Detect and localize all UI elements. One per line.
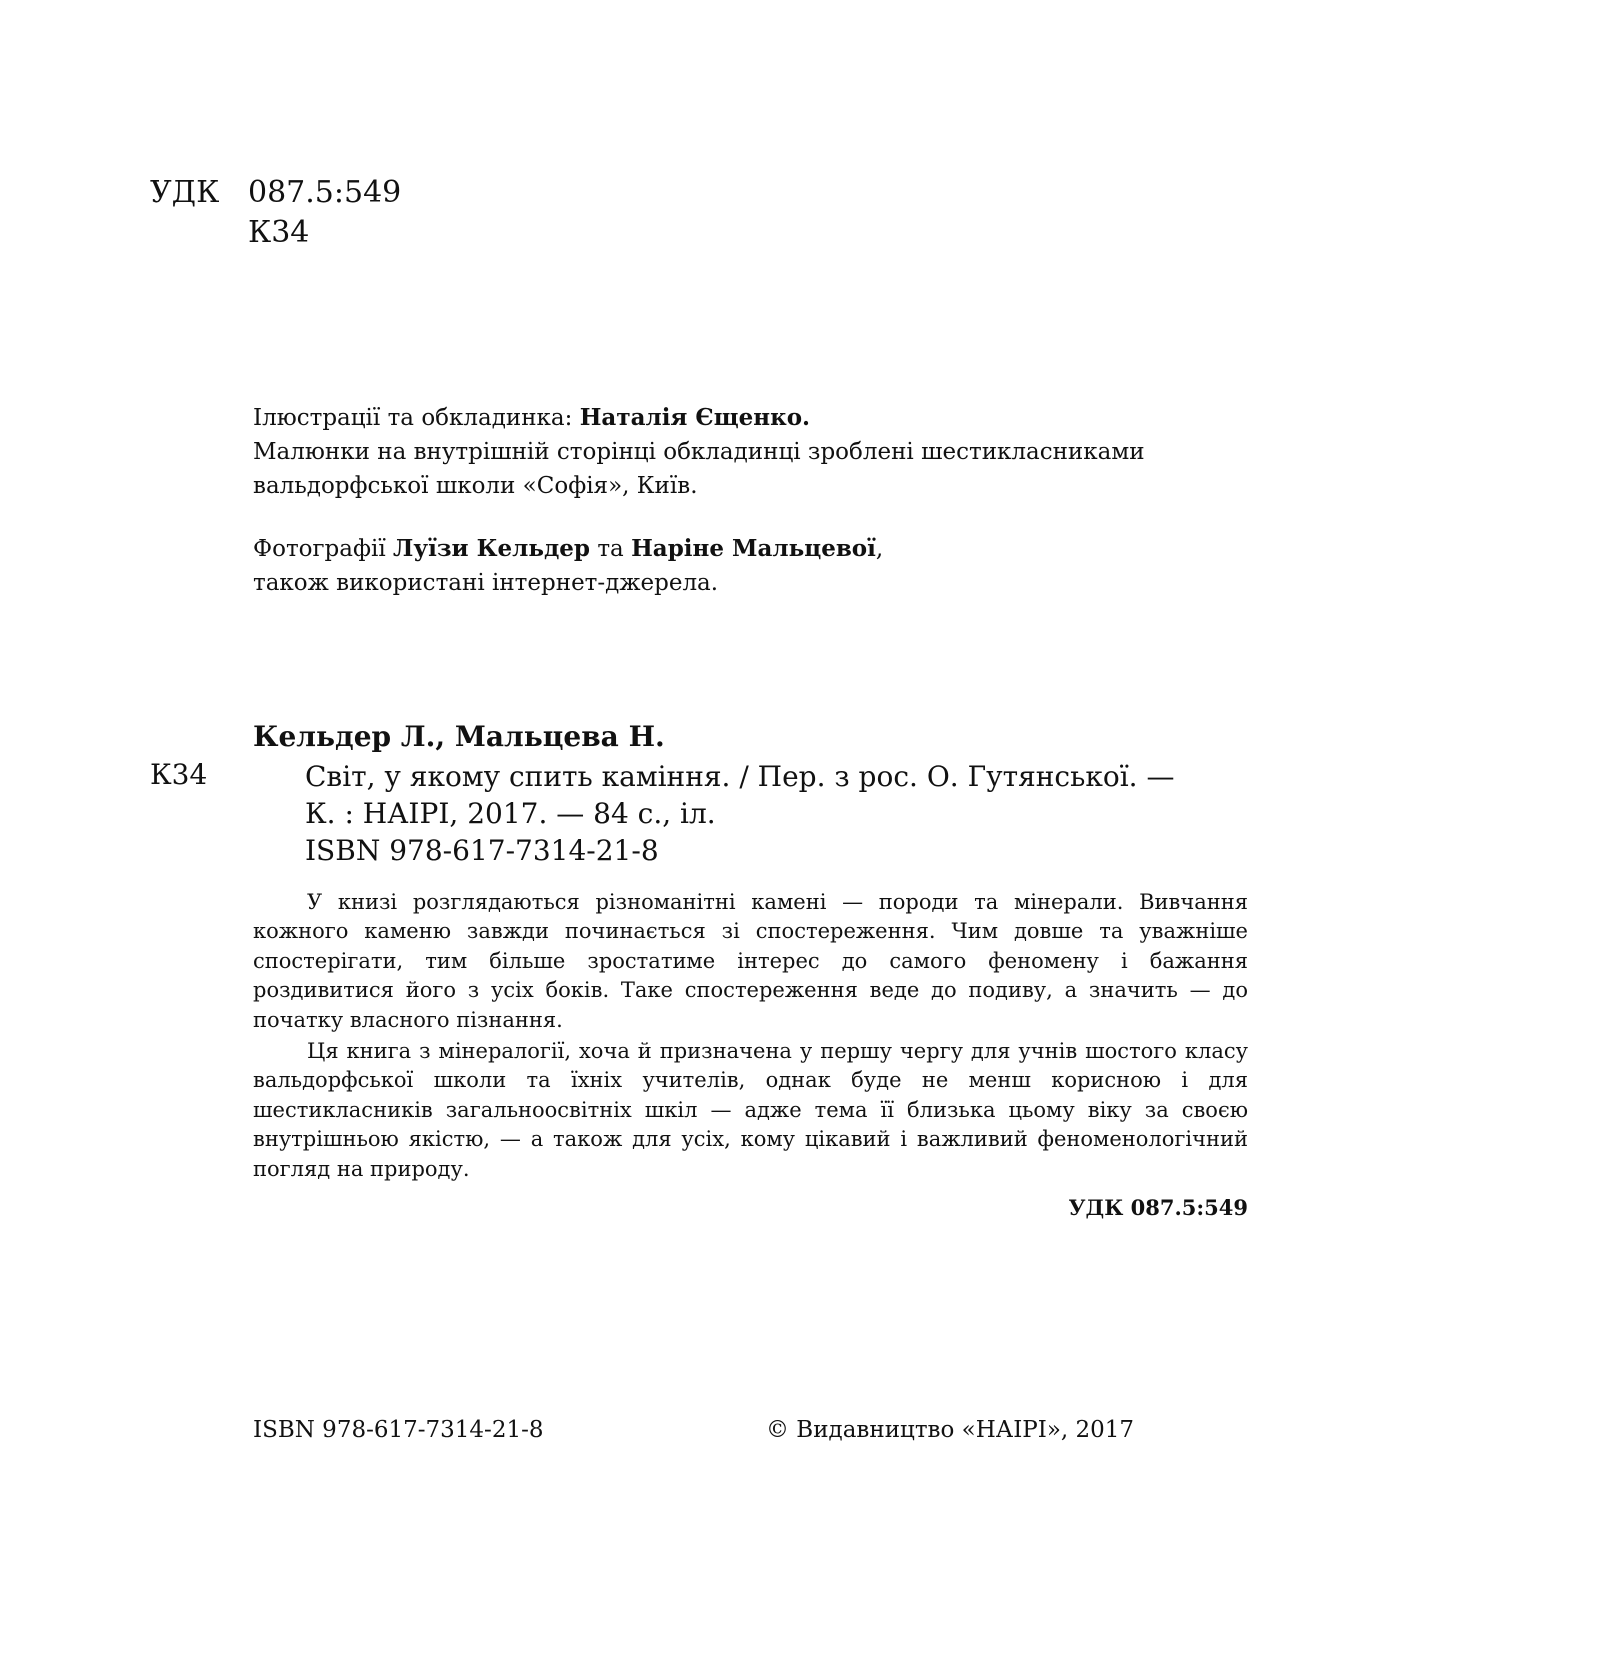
annotation-paragraph-2: Ця книга з мінералогії, хоча й призначена у першу чергу для учнів шостого класу вальдорфської школи та їхніх учителів, однак буде не менш корисною і для шестикласників загальноосвітніх шкіл — адже тема її близька цьому віку за своєю внутрішньою якістю, — а також для усіх, кому цікавий і важливий феноменологічний погляд на природу.: [253, 1039, 1248, 1181]
footer-isbn: ISBN 978-617-7314-21-8: [253, 1417, 544, 1443]
annotation: [253, 888, 1248, 1184]
photo-credits: [253, 532, 1203, 600]
copyright: © Видавництво «НАІРІ», 2017: [766, 1417, 1135, 1443]
annotation-udk: УДК 087.5:549: [1068, 1195, 1248, 1220]
udk-code: 087.5:549: [248, 175, 402, 210]
illustrations-prefix: Ілюстрації та обкладинка:: [253, 405, 580, 431]
author-sign-code: К34: [248, 215, 310, 250]
photos-connector: та: [590, 536, 632, 562]
photographer-name-2: Наріне Мальцевої: [631, 535, 876, 562]
biblio-isbn-line: ISBN 978-617-7314-21-8: [305, 834, 659, 867]
drawings-line-2: вальдорфської школи «Софія», Київ.: [253, 473, 698, 499]
photos-line: [253, 532, 1203, 566]
photos-suffix: ,: [875, 536, 884, 562]
drawings-line-1: Малюнки на внутрішній сторінці обкладинці зроблені шестикласниками: [253, 439, 1145, 465]
illustration-credits: [253, 401, 1203, 503]
udk-label: УДК: [150, 175, 220, 210]
biblio-title-line: Світ, у якому спить каміння. / Пер. з рос. О. Гутянської. —: [305, 760, 1175, 793]
biblio-record: [305, 758, 1174, 869]
annotation-paragraph-1: У книзі розглядаються різноманітні камені — породи та мінерали. Вивчання кожного каменю завжди починається зі спостереження. Чим довше та уважніше спостерігати, тим більше зростатиме інтерес до самого феномену і бажання роздивитися його з усіх боків. Таке спостереження веде до подиву, а значить — до початку власного пізнання.: [253, 890, 1248, 1032]
photos-prefix: Фотографії: [253, 536, 394, 562]
biblio-author-sign: К34: [150, 758, 208, 791]
photographer-name-1: Луїзи Кельдер: [393, 535, 591, 562]
photos-line-2: також використані інтернет-джерела.: [253, 570, 719, 596]
biblio-authors: Кельдер Л., Мальцева Н.: [253, 720, 665, 753]
biblio-imprint-line: К. : НАІРІ, 2017. — 84 с., іл.: [305, 797, 716, 830]
illustrations-line: [253, 401, 1203, 435]
illustrator-name: Наталія Єщенко.: [579, 404, 811, 431]
